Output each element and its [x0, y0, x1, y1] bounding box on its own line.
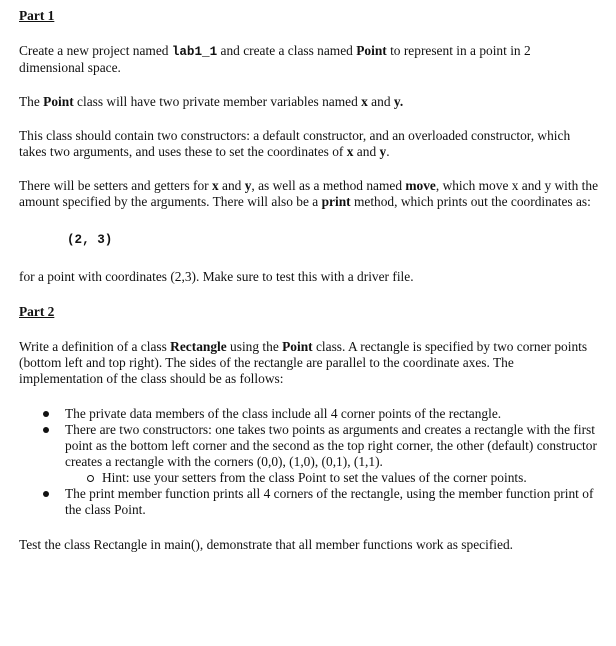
- part1-paragraph-members: [19, 94, 599, 110]
- text-run: This class should contain two constructors: a default constructor, and an overloaded constructor, which takes two arguments, and uses these to set the coordinates of: [19, 128, 571, 159]
- text-run: and: [218, 178, 245, 193]
- text-run: There will be setters and getters for: [19, 178, 212, 193]
- class-name-point: Point: [43, 94, 74, 109]
- text-run: , which move x and y with the amount specified by the arguments. There will also be a: [19, 178, 599, 209]
- project-name-code: lab1_1: [171, 45, 218, 59]
- part2-closing-paragraph: Test the class Rectangle in main(), demonstrate that all member functions work as specified.: [19, 537, 513, 552]
- variable-x: x: [346, 144, 354, 159]
- variable-x: x: [211, 178, 219, 193]
- document-page: [19, 8, 599, 553]
- text-run: class will have two private member variables named: [73, 94, 362, 109]
- text-run: , as well as a method named: [251, 178, 406, 193]
- part1-paragraph-driver: for a point with coordinates (2,3). Make sure to test this with a driver file.: [19, 269, 414, 284]
- text-run: Create a new project named: [19, 43, 172, 58]
- part1-paragraph-project: [19, 43, 599, 76]
- text-run: and: [353, 144, 380, 159]
- class-name-rectangle: Rectangle: [170, 339, 227, 354]
- text-run: and create a class named: [217, 43, 357, 58]
- class-name-point: Point: [282, 339, 313, 354]
- sub-list-item: [65, 470, 599, 486]
- list-item-text: There are two constructors: one takes two points as arguments and creates a rectangle with the first point as the bottom left corner and the second as the top right corner, the other (default) constructor creates a rectangle with the corners (0,0), (1,0), (0,1), (1,1).: [65, 422, 597, 469]
- text-run: method, which prints out the coordinates as:: [350, 194, 591, 209]
- list-item-text: The print member function prints all 4 corners of the rectangle, using the member function print of the class Point.: [65, 486, 594, 517]
- text-run: to represent in a point in 2 dimensional space.: [19, 43, 531, 75]
- class-name-point: Point: [356, 43, 387, 58]
- part1-paragraph-constructors: [19, 128, 599, 160]
- part2-paragraph-rectangle: [19, 339, 599, 387]
- sub-list-item-text: Hint: use your setters from the class Point to set the values of the corner points.: [102, 470, 527, 485]
- text-run: class. A rectangle is specified by two corner points (bottom left and top right). The sides of the rectangle are parallel to the coordinate axes. The implementation of the class should be as follows:: [19, 339, 588, 386]
- text-run: using the: [226, 339, 283, 354]
- bullet-icon: [43, 491, 49, 497]
- variable-y: y: [379, 144, 387, 159]
- part1-heading: Part 1: [19, 8, 55, 23]
- code-sample-output: (2, 3): [67, 233, 113, 247]
- list-item: [19, 406, 599, 422]
- requirements-list: [19, 406, 599, 518]
- text-run: .: [386, 144, 390, 159]
- sub-list: [65, 470, 599, 486]
- bullet-icon: [43, 411, 49, 417]
- text-run: Write a definition of a class: [19, 339, 171, 354]
- part2-heading: Part 2: [19, 304, 55, 319]
- variable-y: y: [244, 178, 252, 193]
- list-item-text: The private data members of the class include all 4 corner points of the rectangle.: [65, 406, 502, 421]
- variable-x: x: [361, 94, 368, 109]
- method-print: print: [321, 194, 351, 209]
- variable-y: y.: [393, 94, 404, 109]
- list-item: [19, 486, 599, 518]
- hollow-bullet-icon: [87, 475, 94, 482]
- bullet-icon: [43, 427, 49, 433]
- text-run: and: [367, 94, 394, 109]
- part1-paragraph-methods: [19, 178, 599, 210]
- method-move: move: [405, 178, 436, 193]
- list-item: [19, 422, 599, 486]
- text-run: The: [19, 94, 44, 109]
